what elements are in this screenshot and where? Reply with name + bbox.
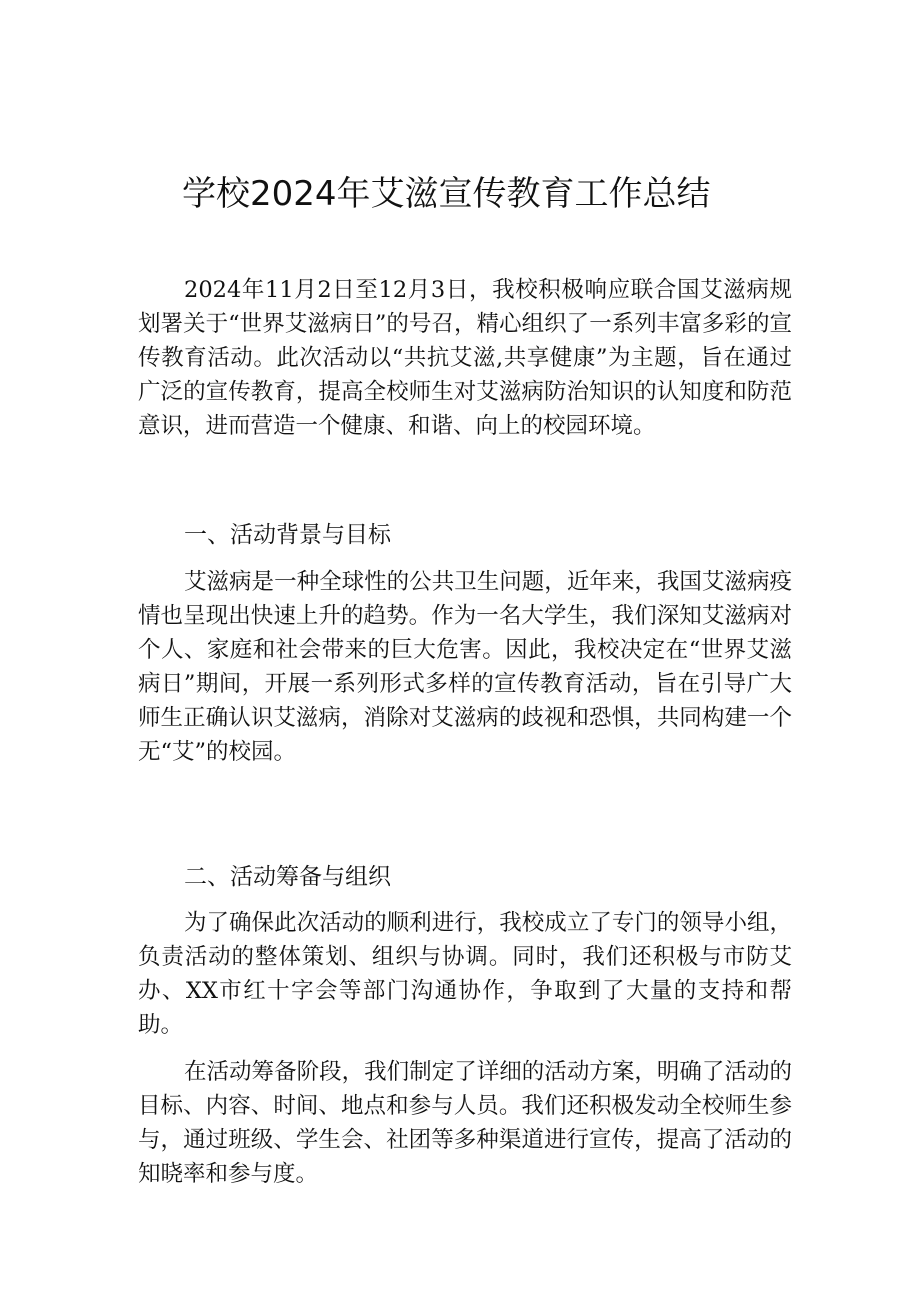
background-paragraph: 艾滋病是一种全球性的公共卫生问题，近年来，我国艾滋病疫情也呈现出快速上升的趋势。作为一名大学生，我们深知艾滋病对个人、家庭和社会带来的巨大危害。因此，我校决定在“世界艾滋病日”期间，开展一系列形式多样的宣传教育活动，旨在引导广大师生正确认识艾滋病，消除对艾滋病的歧视和恐惧，共同构建一个无“艾”的校园。 [138,569,792,765]
document-title: 学校2024年艾滋宣传教育工作总结 [182,174,711,214]
section-heading-organization: 二、活动筹备与组织 [184,864,391,890]
organization-paragraph-2: 在活动筹备阶段，我们制定了详细的活动方案，明确了活动的目标、内容、时间、地点和参与人员。我们还积极发动全校师生参与，通过班级、学生会、社团等多种渠道进行宣传，提高了活动的知晓率和参与度。 [138,1059,792,1187]
section-heading-background: 一、活动背景与目标 [184,522,391,548]
organization-paragraph-1: 为了确保此次活动的顺利进行，我校成立了专门的领导小组，负责活动的整体策划、组织与协调。同时，我们还积极与市防艾办、XX市红十字会等部门沟通协作，争取到了大量的支持和帮助。 [138,910,792,1038]
intro-paragraph: 2024年11月2日至12月3日，我校积极响应联合国艾滋病规划署关于“世界艾滋病日”的号召，精心组织了一系列丰富多彩的宣传教育活动。此次活动以“共抗艾滋,共享健康”为主题，旨在通过广泛的宣传教育，提高全校师生对艾滋病防治知识的认知度和防范意识，进而营造一个健康、和谐、向上的校园环境。 [138,277,792,439]
